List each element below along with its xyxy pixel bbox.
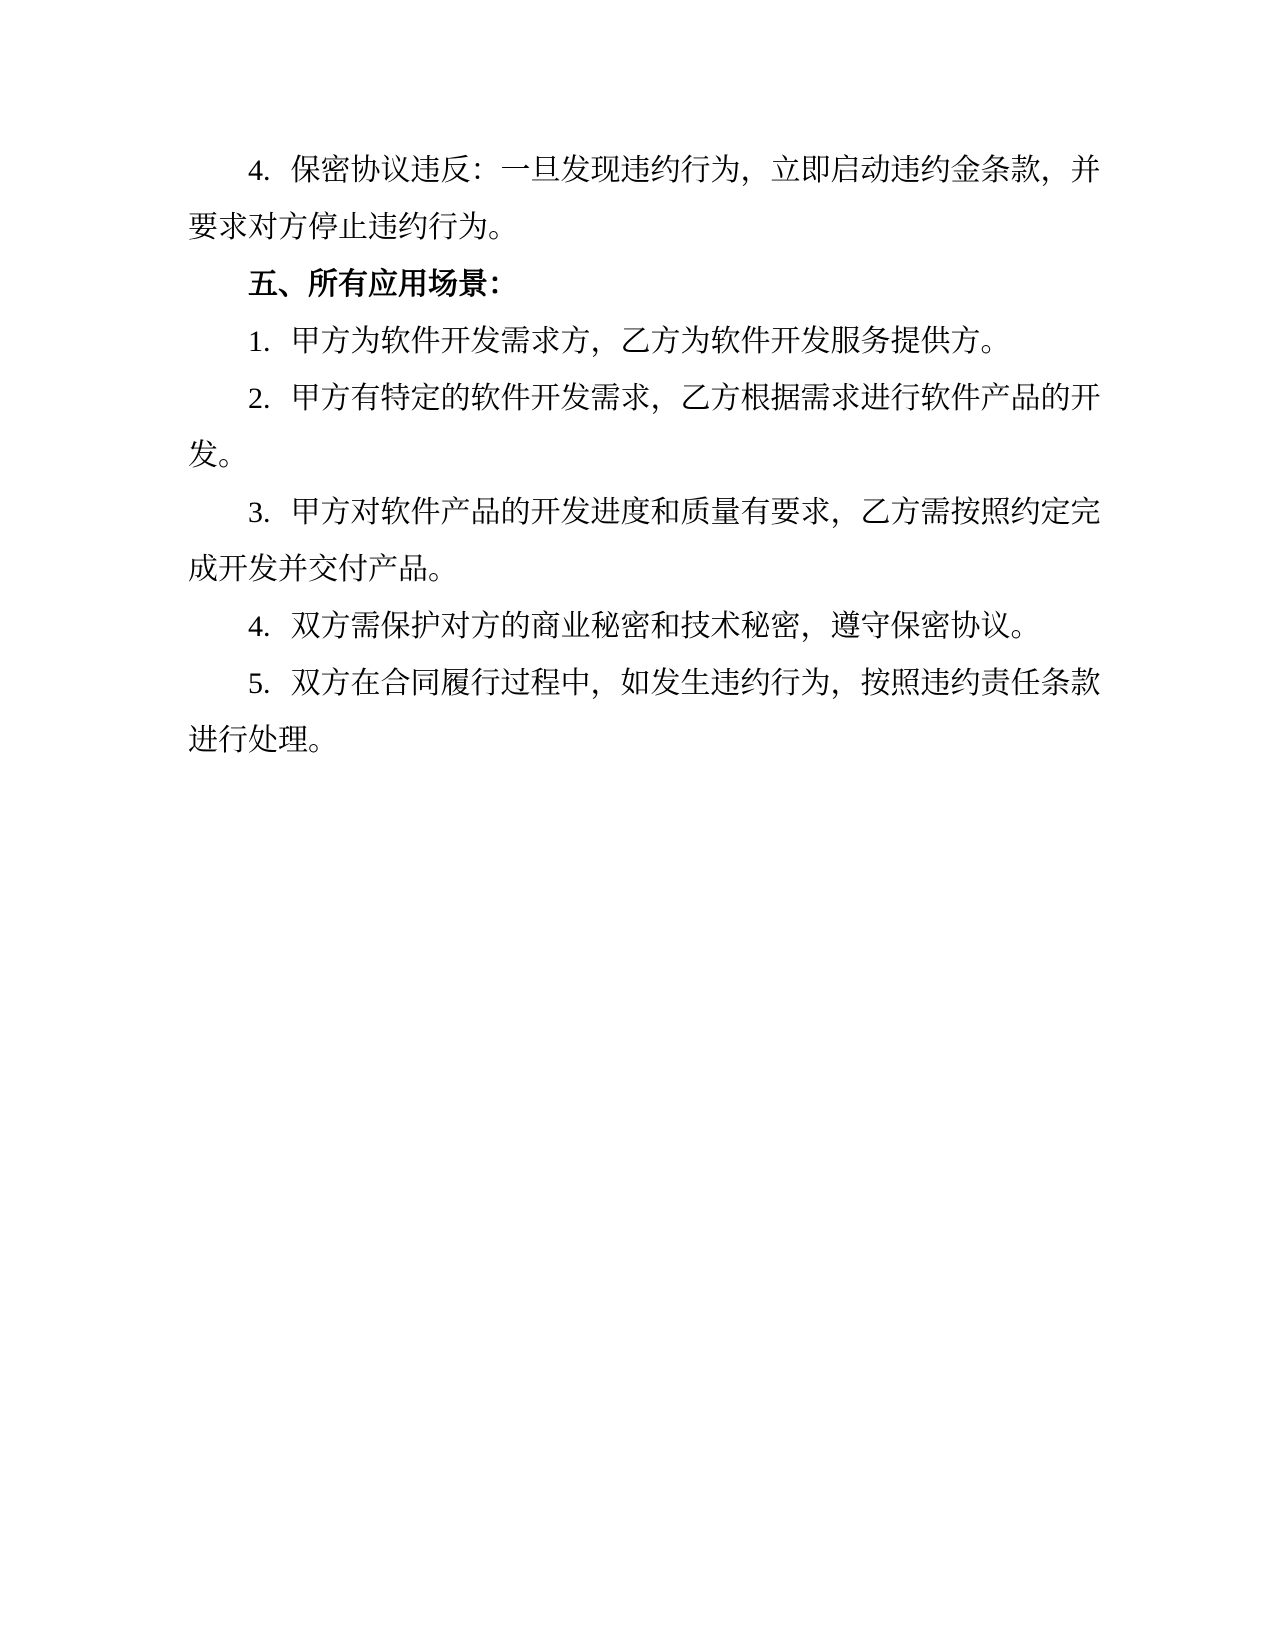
list-number: 5. (248, 667, 271, 700)
paragraph-scenario-1 (188, 313, 1095, 370)
paragraph-first-line (188, 598, 1095, 655)
paragraph-first-line (188, 484, 1101, 541)
paragraph-first-line (188, 370, 1101, 427)
paragraph-first-line (188, 313, 1095, 370)
section-heading: 五、所有应用场景： (248, 268, 518, 301)
list-number: 3. (248, 496, 271, 529)
paragraph-text: 甲方对软件产品的开发进度和质量有要求，乙方需按照约定完 (290, 496, 1101, 529)
list-number: 4. (248, 154, 271, 187)
paragraph-scenario-2 (188, 370, 1101, 484)
paragraph-wrap-line: 要求对方停止违约行为。 (188, 211, 518, 244)
paragraph-first-line (188, 655, 1101, 712)
list-number: 2. (248, 382, 271, 415)
paragraph-text: 甲方有特定的软件开发需求，乙方根据需求进行软件产品的开 (290, 382, 1101, 415)
paragraph-wrap-line: 发。 (188, 439, 248, 472)
paragraph-text: 双方需保护对方的商业秘密和技术秘密，遵守保密协议。 (290, 610, 1041, 643)
paragraph-scenario-3 (188, 484, 1101, 598)
paragraph-text: 保密协议违反：一旦发现违约行为，立即启动违约金条款，并 (290, 154, 1101, 187)
paragraph-text: 双方在合同履行过程中，如发生违约行为，按照违约责任条款 (290, 667, 1101, 700)
list-number: 4. (248, 610, 271, 643)
paragraph-confidentiality-breach (188, 142, 1101, 256)
paragraph-first-line (188, 142, 1101, 199)
paragraph-text: 甲方为软件开发需求方，乙方为软件开发服务提供方。 (290, 325, 1011, 358)
paragraph-scenario-4 (188, 598, 1095, 655)
paragraph-wrap-line: 进行处理。 (188, 724, 338, 757)
paragraph-wrap-line: 成开发并交付产品。 (188, 553, 458, 586)
list-number: 1. (248, 325, 271, 358)
paragraph-scenario-5 (188, 655, 1101, 769)
